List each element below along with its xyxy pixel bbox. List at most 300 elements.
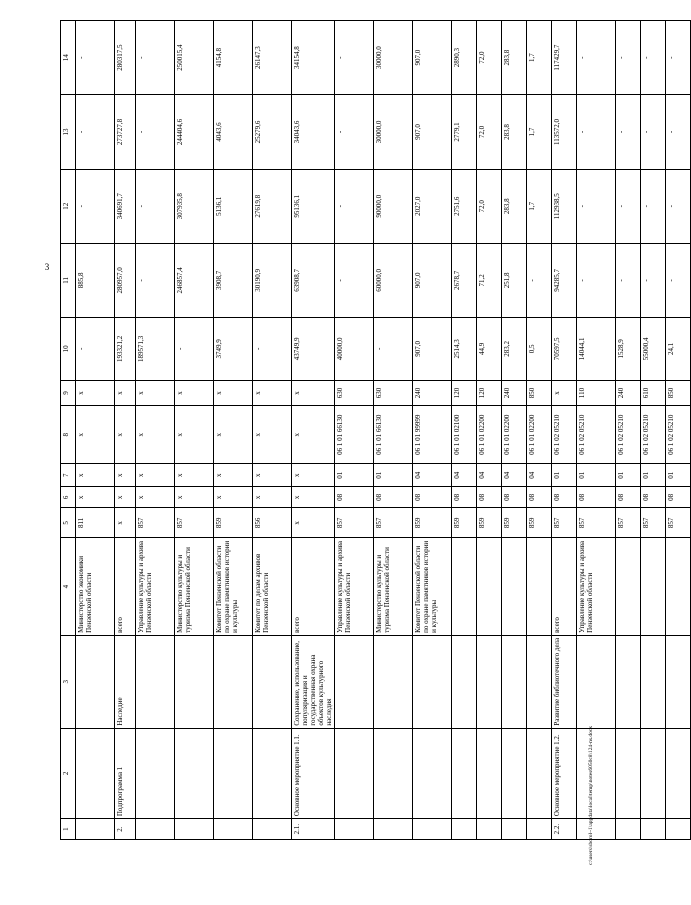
table-cell: 08 bbox=[502, 487, 527, 508]
table-cell: 08 bbox=[552, 487, 577, 508]
table-cell: Управление культуры и архива Пензенской области bbox=[335, 538, 374, 635]
table-cell bbox=[175, 819, 214, 840]
table-row bbox=[477, 21, 502, 840]
table-cell: 2514,3 bbox=[452, 318, 477, 381]
table-cell: х bbox=[115, 380, 136, 406]
table-cell: 244404,6 bbox=[175, 95, 214, 169]
table-cell: - bbox=[616, 21, 641, 95]
table-cell bbox=[502, 538, 527, 635]
table-cell: 26147,3 bbox=[253, 21, 292, 95]
table-cell bbox=[527, 728, 552, 818]
table-cell: 2. bbox=[115, 819, 136, 840]
table-cell: - bbox=[616, 169, 641, 243]
table-cell: 06 1 02 05210 bbox=[616, 406, 641, 464]
table-cell: 280317,5 bbox=[115, 21, 136, 95]
table-cell: 113572,0 bbox=[552, 95, 577, 169]
table-cell: 193321,2 bbox=[115, 318, 136, 381]
header-cell: 14 bbox=[61, 21, 76, 95]
table-cell: 283,8 bbox=[502, 169, 527, 243]
table-cell: - bbox=[253, 318, 292, 381]
table-cell: х bbox=[253, 487, 292, 508]
table-cell bbox=[527, 635, 552, 728]
table-cell: 112938,5 bbox=[552, 169, 577, 243]
table-row bbox=[527, 21, 552, 840]
table-cell: х bbox=[115, 464, 136, 487]
table-cell bbox=[616, 635, 641, 728]
table-cell: 08 bbox=[666, 487, 691, 508]
table-cell bbox=[335, 635, 374, 728]
table-cell: 27619,8 bbox=[253, 169, 292, 243]
table-cell: Подпрограмма 1 bbox=[115, 728, 136, 818]
table-cell: Основное мероприятие 1.1. bbox=[292, 728, 335, 818]
table-cell: х bbox=[175, 380, 214, 406]
header-cell: 1 bbox=[61, 819, 76, 840]
table-cell: - bbox=[76, 95, 115, 169]
table-cell: 2678,7 bbox=[452, 243, 477, 317]
table-cell: 857 bbox=[374, 508, 413, 538]
table-cell: Комитет Пензенской области по охране памятников истории и культуры bbox=[413, 538, 452, 635]
table-row bbox=[616, 21, 641, 840]
table-cell: х bbox=[214, 464, 253, 487]
table-cell: 283,8 bbox=[502, 21, 527, 95]
header-cell: 6 bbox=[61, 487, 76, 508]
table-cell: 885,8 bbox=[76, 243, 115, 317]
table-cell: х bbox=[214, 406, 253, 464]
table-cell bbox=[76, 728, 115, 818]
table-cell: - bbox=[527, 243, 552, 317]
table-cell: 01 bbox=[335, 464, 374, 487]
table-cell: 859 bbox=[214, 508, 253, 538]
table-cell: 907,0 bbox=[413, 243, 452, 317]
table-cell: 340691,7 bbox=[115, 169, 136, 243]
table-cell: 06 1 01 02200 bbox=[477, 406, 502, 464]
table-cell bbox=[527, 819, 552, 840]
table-cell: - bbox=[641, 95, 666, 169]
table-cell bbox=[641, 635, 666, 728]
table-cell: 01 bbox=[641, 464, 666, 487]
table-cell bbox=[413, 728, 452, 818]
table-cell: 25279,6 bbox=[253, 95, 292, 169]
table-cell: 5136,1 bbox=[214, 169, 253, 243]
table-cell: х bbox=[175, 487, 214, 508]
table-cell: 859 bbox=[502, 508, 527, 538]
page-number: 3 bbox=[44, 262, 50, 272]
table-cell bbox=[136, 819, 175, 840]
table-cell: - bbox=[641, 21, 666, 95]
table-cell: 1,7 bbox=[527, 21, 552, 95]
table-cell: Сохранение, использование, популяризация и государственная охрана объектов культурного наследия bbox=[292, 635, 335, 728]
table-cell: 857 bbox=[335, 508, 374, 538]
table-rotation-frame bbox=[60, 20, 675, 840]
table-cell: 06 1 01 99999 bbox=[413, 406, 452, 464]
table-cell: 06 1 02 05210 bbox=[666, 406, 691, 464]
table-cell bbox=[502, 728, 527, 818]
table-cell: 857 bbox=[552, 508, 577, 538]
table-cell: 110 bbox=[577, 380, 616, 406]
table-cell: - bbox=[577, 21, 616, 95]
table-row bbox=[76, 21, 115, 840]
table-row bbox=[115, 21, 136, 840]
table-cell: 2779,1 bbox=[452, 95, 477, 169]
table-cell: 01 bbox=[666, 464, 691, 487]
table-cell: 63908,7 bbox=[292, 243, 335, 317]
table-cell: 04 bbox=[477, 464, 502, 487]
table-cell: - bbox=[374, 318, 413, 381]
table-cell: х bbox=[292, 464, 335, 487]
table-row bbox=[666, 21, 691, 840]
table-cell bbox=[136, 635, 175, 728]
table-cell bbox=[175, 728, 214, 818]
table-cell: 08 bbox=[374, 487, 413, 508]
table-row bbox=[413, 21, 452, 840]
table-cell: 01 bbox=[577, 464, 616, 487]
header-cell: 8 bbox=[61, 406, 76, 464]
table-cell bbox=[666, 819, 691, 840]
table-cell: - bbox=[577, 95, 616, 169]
table-cell: 30190,9 bbox=[253, 243, 292, 317]
table-cell: Основное мероприятие 1.2. bbox=[552, 728, 577, 818]
table-cell bbox=[616, 538, 641, 635]
header-cell: 4 bbox=[61, 538, 76, 635]
table-cell bbox=[374, 728, 413, 818]
table-cell: 117429,7 bbox=[552, 21, 577, 95]
table-cell bbox=[335, 819, 374, 840]
table-cell bbox=[374, 635, 413, 728]
table-cell: 2.1. bbox=[292, 819, 335, 840]
table-row bbox=[175, 21, 214, 840]
budget-table-container bbox=[60, 20, 675, 840]
table-cell: 907,0 bbox=[413, 21, 452, 95]
table-cell: 811 bbox=[76, 508, 115, 538]
table-cell: 283,2 bbox=[502, 318, 527, 381]
table-cell: х bbox=[136, 487, 175, 508]
table-cell: - bbox=[335, 169, 374, 243]
table-cell: х bbox=[253, 380, 292, 406]
table-cell: х bbox=[292, 508, 335, 538]
table-cell: 2.2. bbox=[552, 819, 577, 840]
table-cell: Министерство культуры и туризма Пензенской области bbox=[374, 538, 413, 635]
table-cell: - bbox=[136, 21, 175, 95]
table-row bbox=[214, 21, 253, 840]
table-row bbox=[374, 21, 413, 840]
table-cell: 14044,1 bbox=[577, 318, 616, 381]
table-cell: - bbox=[666, 243, 691, 317]
table-cell bbox=[641, 819, 666, 840]
table-cell: 3749,9 bbox=[214, 318, 253, 381]
header-row bbox=[61, 21, 76, 840]
table-cell: 06 1 01 02200 bbox=[502, 406, 527, 464]
table-cell: 08 bbox=[641, 487, 666, 508]
table-cell: 34154,8 bbox=[292, 21, 335, 95]
table-row bbox=[452, 21, 477, 840]
table-cell: - bbox=[76, 169, 115, 243]
table-cell: 08 bbox=[577, 487, 616, 508]
table-cell: 08 bbox=[477, 487, 502, 508]
table-cell bbox=[253, 819, 292, 840]
table-cell: Развитие библиотечного дела bbox=[552, 635, 577, 728]
table-cell: х bbox=[115, 487, 136, 508]
table-cell: - bbox=[335, 95, 374, 169]
table-cell: Комитет по делам архивов Пензенской области bbox=[253, 538, 292, 635]
table-cell: 610 bbox=[641, 380, 666, 406]
table-cell: 06 1 02 05210 bbox=[641, 406, 666, 464]
table-cell: 08 bbox=[413, 487, 452, 508]
table-cell: - bbox=[577, 243, 616, 317]
table-cell: 01 bbox=[374, 464, 413, 487]
table-cell bbox=[477, 635, 502, 728]
header-cell: 7 bbox=[61, 464, 76, 487]
table-cell: 08 bbox=[527, 487, 552, 508]
table-cell: 4043,6 bbox=[214, 95, 253, 169]
table-cell: Комитет Пензенской области по охране памятников истории и культуры bbox=[214, 538, 253, 635]
table-cell: 44,9 bbox=[477, 318, 502, 381]
table-cell: 95136,1 bbox=[292, 169, 335, 243]
table-cell: х bbox=[214, 380, 253, 406]
table-cell: 2890,3 bbox=[452, 21, 477, 95]
table-cell: 71,2 bbox=[477, 243, 502, 317]
table-cell: 280957,0 bbox=[115, 243, 136, 317]
table-cell bbox=[413, 635, 452, 728]
table-cell: - bbox=[335, 243, 374, 317]
table-cell: 72,0 bbox=[477, 169, 502, 243]
table-cell bbox=[452, 635, 477, 728]
table-cell: 859 bbox=[452, 508, 477, 538]
table-cell: - bbox=[136, 95, 175, 169]
table-cell: - bbox=[76, 21, 115, 95]
table-cell: 2027,0 bbox=[413, 169, 452, 243]
header-cell: 9 bbox=[61, 380, 76, 406]
table-cell: 857 bbox=[136, 508, 175, 538]
table-cell bbox=[666, 728, 691, 818]
table-cell: 43749,9 bbox=[292, 318, 335, 381]
table-cell: 240 bbox=[502, 380, 527, 406]
table-cell: х bbox=[292, 380, 335, 406]
table-cell: 24,1 bbox=[666, 318, 691, 381]
table-cell bbox=[477, 728, 502, 818]
table-cell: - bbox=[616, 243, 641, 317]
table-cell: всего bbox=[552, 538, 577, 635]
table-cell: 01 bbox=[616, 464, 641, 487]
table-cell: - bbox=[641, 243, 666, 317]
table-cell: 04 bbox=[502, 464, 527, 487]
table-cell: - bbox=[641, 169, 666, 243]
table-cell bbox=[175, 635, 214, 728]
table-cell: 90000,0 bbox=[374, 169, 413, 243]
table-cell: 72,0 bbox=[477, 21, 502, 95]
table-cell: 06 1 01 66130 bbox=[335, 406, 374, 464]
table-cell: 246857,4 bbox=[175, 243, 214, 317]
header-cell: 13 bbox=[61, 95, 76, 169]
table-cell: 907,0 bbox=[413, 318, 452, 381]
table-cell: 06 1 01 66130 bbox=[374, 406, 413, 464]
table-cell: 250015,4 bbox=[175, 21, 214, 95]
table-cell: 2751,6 bbox=[452, 169, 477, 243]
table-cell: 856 bbox=[253, 508, 292, 538]
table-cell: 4154,8 bbox=[214, 21, 253, 95]
table-cell bbox=[253, 635, 292, 728]
table-cell: - bbox=[577, 169, 616, 243]
table-cell: 1,7 bbox=[527, 95, 552, 169]
table-cell: х bbox=[115, 406, 136, 464]
table-cell bbox=[502, 819, 527, 840]
table-cell: 859 bbox=[527, 508, 552, 538]
header-cell: 2 bbox=[61, 728, 76, 818]
table-cell: всего bbox=[292, 538, 335, 635]
table-cell: х bbox=[76, 487, 115, 508]
table-cell: 120 bbox=[477, 380, 502, 406]
table-cell: - bbox=[666, 169, 691, 243]
table-cell: х bbox=[115, 508, 136, 538]
table-cell: - bbox=[616, 95, 641, 169]
table-cell: - bbox=[335, 21, 374, 95]
table-row bbox=[253, 21, 292, 840]
table-cell bbox=[253, 728, 292, 818]
table-cell: 04 bbox=[452, 464, 477, 487]
table-cell: 3908,7 bbox=[214, 243, 253, 317]
table-row bbox=[502, 21, 527, 840]
table-cell: 40000,0 bbox=[335, 318, 374, 381]
table-cell: 189571,3 bbox=[136, 318, 175, 381]
table-cell: 06 1 02 05210 bbox=[577, 406, 616, 464]
table-cell bbox=[214, 635, 253, 728]
table-cell: 307935,8 bbox=[175, 169, 214, 243]
table-cell: х bbox=[175, 406, 214, 464]
table-cell bbox=[477, 819, 502, 840]
table-cell bbox=[477, 538, 502, 635]
table-cell: х bbox=[253, 406, 292, 464]
table-cell: 30000,0 bbox=[374, 95, 413, 169]
table-cell: х bbox=[136, 380, 175, 406]
table-row bbox=[552, 21, 577, 840]
table-cell: - bbox=[175, 318, 214, 381]
table-cell: - bbox=[666, 21, 691, 95]
table-cell: 60000,0 bbox=[374, 243, 413, 317]
table-cell bbox=[452, 728, 477, 818]
table-cell: 08 bbox=[616, 487, 641, 508]
table-cell: 04 bbox=[527, 464, 552, 487]
table-cell: 251,8 bbox=[502, 243, 527, 317]
table-cell: х bbox=[292, 487, 335, 508]
table-cell: х bbox=[552, 380, 577, 406]
table-row bbox=[136, 21, 175, 840]
table-cell bbox=[452, 538, 477, 635]
table-cell bbox=[641, 538, 666, 635]
table-cell: 273727,8 bbox=[115, 95, 136, 169]
table-cell: х bbox=[136, 464, 175, 487]
header-cell: 3 bbox=[61, 635, 76, 728]
table-cell: 01 bbox=[552, 464, 577, 487]
table-cell: 850 bbox=[666, 380, 691, 406]
table-cell bbox=[136, 728, 175, 818]
table-cell: Управление культуры и архива Пензенской области bbox=[136, 538, 175, 635]
table-cell: Управление культуры и архива Пензенской области bbox=[577, 538, 616, 635]
header-cell: 12 bbox=[61, 169, 76, 243]
table-cell bbox=[214, 819, 253, 840]
table-row bbox=[292, 21, 335, 840]
table-cell: 70597,5 bbox=[552, 318, 577, 381]
table-cell: 859 bbox=[477, 508, 502, 538]
table-cell: 857 bbox=[641, 508, 666, 538]
table-cell: 04 bbox=[413, 464, 452, 487]
table-cell: 850 bbox=[527, 380, 552, 406]
table-cell bbox=[666, 538, 691, 635]
table-cell bbox=[452, 819, 477, 840]
table-cell bbox=[335, 728, 374, 818]
table-cell: Министерство экономики Пензенской области bbox=[76, 538, 115, 635]
table-cell: - bbox=[666, 95, 691, 169]
table-cell: 06 1 01 02100 bbox=[452, 406, 477, 464]
table-cell: 630 bbox=[335, 380, 374, 406]
table-cell: 857 bbox=[666, 508, 691, 538]
header-cell: 5 bbox=[61, 508, 76, 538]
table-cell: 120 bbox=[452, 380, 477, 406]
table-cell: 859 bbox=[413, 508, 452, 538]
table-cell: 72,0 bbox=[477, 95, 502, 169]
table-cell: 630 bbox=[374, 380, 413, 406]
table-cell: 857 bbox=[577, 508, 616, 538]
table-cell bbox=[666, 635, 691, 728]
table-cell: 240 bbox=[413, 380, 452, 406]
table-cell: 283,8 bbox=[502, 95, 527, 169]
table-cell: х bbox=[76, 464, 115, 487]
table-cell bbox=[413, 819, 452, 840]
table-cell: всего bbox=[115, 538, 136, 635]
table-cell: 857 bbox=[616, 508, 641, 538]
table-cell bbox=[214, 728, 253, 818]
table-cell: Министерство культуры и туризма Пензенской области bbox=[175, 538, 214, 635]
table-cell: 907,0 bbox=[413, 95, 452, 169]
table-cell: 08 bbox=[335, 487, 374, 508]
table-cell: 0,5 bbox=[527, 318, 552, 381]
table-cell bbox=[616, 728, 641, 818]
table-cell: 857 bbox=[175, 508, 214, 538]
table-cell: 08 bbox=[452, 487, 477, 508]
table-cell: х bbox=[76, 380, 115, 406]
table-cell: х bbox=[292, 406, 335, 464]
table-cell: - bbox=[136, 243, 175, 317]
table-cell: Наследие bbox=[115, 635, 136, 728]
table-cell: х bbox=[253, 464, 292, 487]
table-cell: х bbox=[214, 487, 253, 508]
table-cell: 1,7 bbox=[527, 169, 552, 243]
table-cell: - bbox=[76, 318, 115, 381]
header-cell: 10 bbox=[61, 318, 76, 381]
table-cell: 06 1 01 02200 bbox=[527, 406, 552, 464]
table-row bbox=[335, 21, 374, 840]
table-cell: 1528,9 bbox=[616, 318, 641, 381]
table-cell bbox=[374, 819, 413, 840]
table-cell: х bbox=[136, 406, 175, 464]
table-cell: 34043,6 bbox=[292, 95, 335, 169]
table-cell bbox=[616, 819, 641, 840]
table-cell bbox=[76, 819, 115, 840]
table-cell: - bbox=[136, 169, 175, 243]
table-cell: 55000,4 bbox=[641, 318, 666, 381]
table-cell bbox=[527, 538, 552, 635]
table-cell: 30000,0 bbox=[374, 21, 413, 95]
header-cell: 11 bbox=[61, 243, 76, 317]
table-cell bbox=[76, 635, 115, 728]
table-cell: х bbox=[175, 464, 214, 487]
table-cell bbox=[502, 635, 527, 728]
table-cell bbox=[641, 728, 666, 818]
table-cell: 240 bbox=[616, 380, 641, 406]
footer-file-path: c:\users\sborol~1\appdata\local\temp\notes6050c8\124-ns.docx bbox=[588, 725, 594, 865]
table-cell: 94285,7 bbox=[552, 243, 577, 317]
table-cell: х bbox=[76, 406, 115, 464]
table-cell: 06 1 02 05210 bbox=[552, 406, 577, 464]
table-row bbox=[641, 21, 666, 840]
